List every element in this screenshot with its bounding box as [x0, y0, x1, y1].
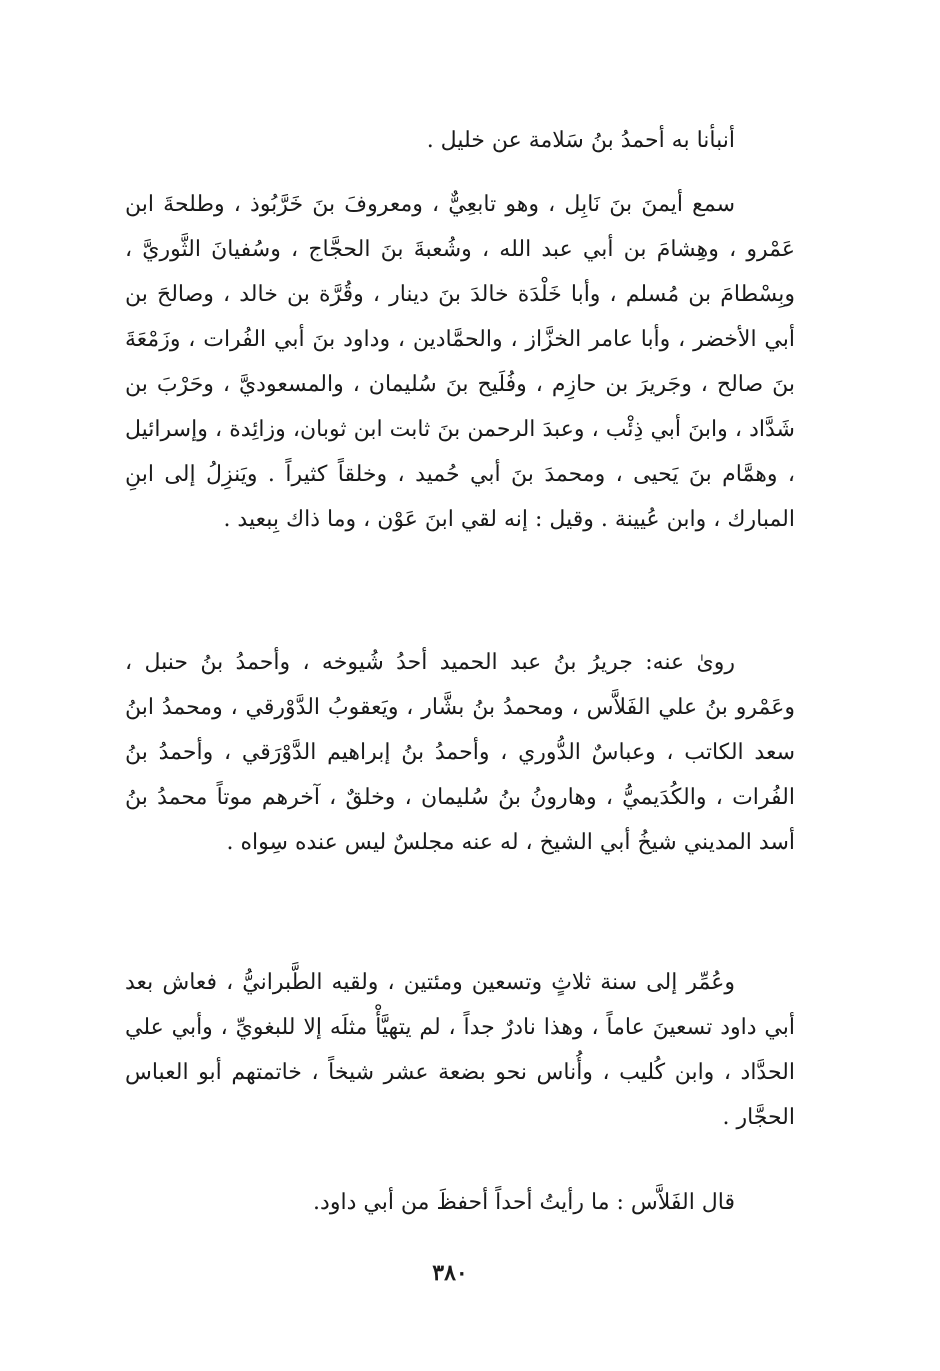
paragraph-students-narrated-from-him: روىٰ عنه: جريرُ بنُ عبد الحميد أحدُ شُيوخه ، وأحمدُ بنُ حنبل ، وعَمْرو بنُ علي الفَلاَّس ، ومحمدُ بنُ بشَّار ، ويَعقوبُ الدَّوْرقي ، ومحمدُ ابنُ سعد الكاتب ، وعباسٌ الدُّوري ، وأحمدُ بنُ إبراهيم الدَّوْرَقي ، وأحمدُ بنُ الفُرات ، والكُدَيميُّ ، وهارونُ بنُ سُليمان ، وخلقٌ ، آخرهم موتاً محمدُ بنُ أسد المديني شيخُ أبي الشيخ ، له عنه مجلسٌ ليس عنده سِواه .: [125, 650, 795, 855]
paragraph-fallas-quote: قال الفَلاَّس : ما رأيتُ أحداً أحفظَ من أبي داود.: [313, 1190, 735, 1215]
paragraph-longevity: وعُمِّر إلى سنة ثلاثٍ وتسعين ومئتين ، ولقيه الطَّبرانيُّ ، فعاش بعد أبي داود تسعينَ عاماً ، وهذا نادرٌ جداً ، لم يتهيَّأْ مثلَه إلا للبغويِّ ، وأبي علي الحدَّاد ، وابن كُليب ، وأُناس نحو بضعة عشر شيخاً ، خاتمتهم أبو العباس الحجَّار .: [125, 970, 795, 1130]
paragraph-teachers-heard-from: سمع أيمنَ بنَ نَابِل ، وهو تابعِيٌّ ، ومعروفَ بنَ خَرَّبُوذ ، وطلحةَ ابن عَمْرو ، وهِشامَ بن أبي عبد الله ، وشُعبةَ بنَ الحجَّاج ، وسُفيانَ الثَّوريَّ ، وبِسْطامَ بن مُسلم ، وأبا خَلْدَة خالدَ بنَ دينار ، وقُرَّة بن خالد ، وصالحَ بن أبي الأخضر ، وأبا عامر الخزَّاز ، والحمَّادين ، وداود بنَ أبي الفُرات ، وزَمْعَةَ بنَ صالح ، وجَريرَ بن حازِم ، وفُلَيح بنَ سُليمان ، والمسعوديَّ ، وحَرْبَ بن شَدَّاد ، وابنَ أبي ذِئْب ، وعبدَ الرحمن بنَ ثابت ابن ثوبان، وزائِدة ، وإسرائيل ، وهمَّام بنَ يَحيى ، ومحمدَ بنَ أبي حُميد ، وخلقاً كثيراً . ويَنزِلُ إلى ابنِ المبارك ، وابن عُيينة . وقيل : إنه لقي ابنَ عَوْن ، وما ذاك بِبعيد .: [125, 192, 795, 532]
page-number: ٣٨٠: [432, 1260, 468, 1286]
paragraph-chain-of-narration: أنبأنا به أحمدُ بنُ سَلامة عن خليل .: [426, 128, 735, 153]
